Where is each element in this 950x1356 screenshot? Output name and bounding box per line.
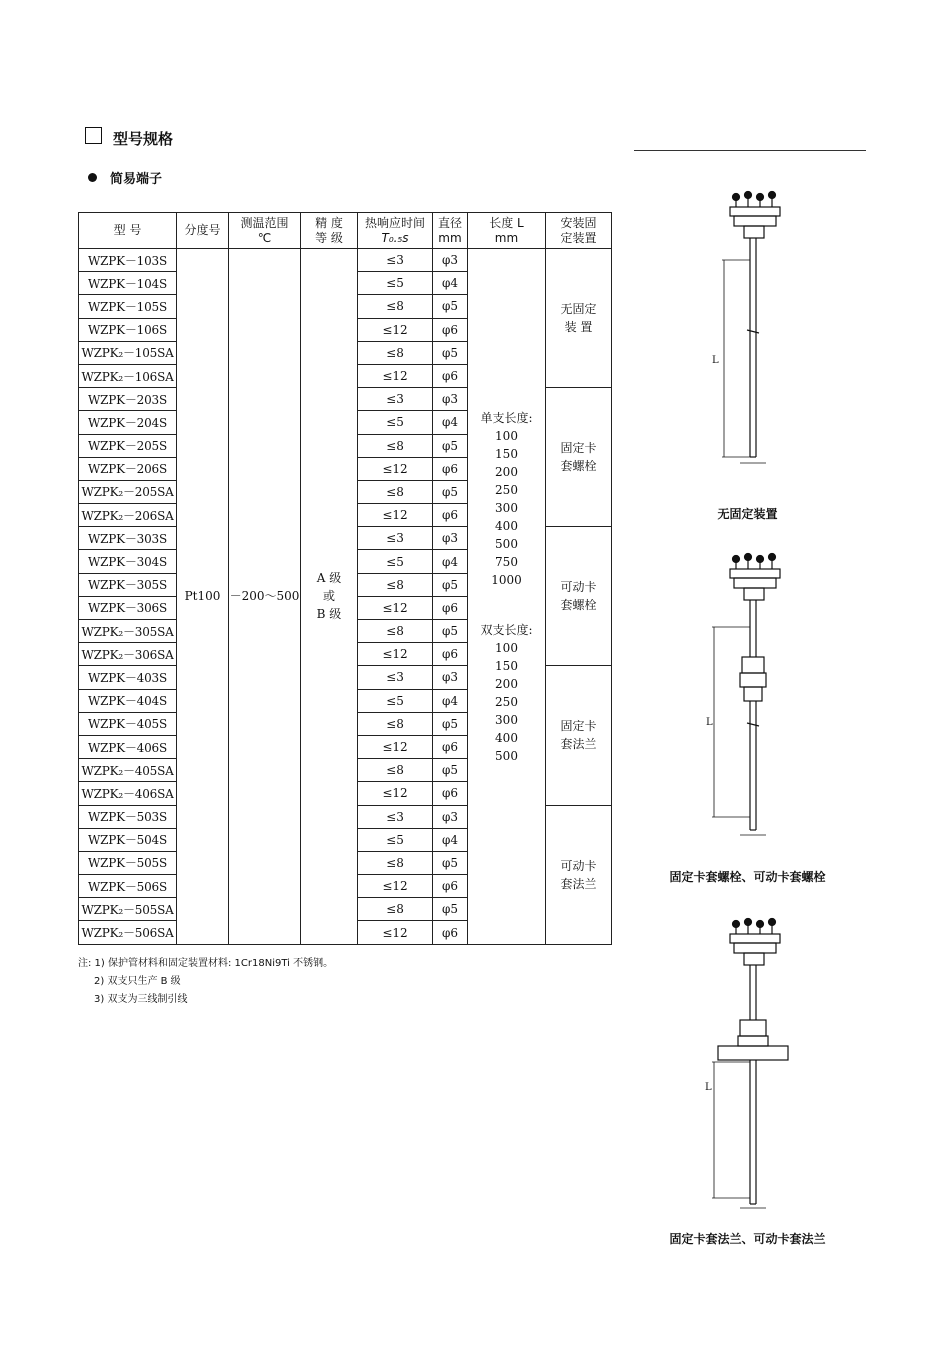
accuracy-line: 或 bbox=[322, 589, 335, 604]
cell-diameter: φ4 bbox=[433, 550, 468, 573]
accuracy-line: A 级 bbox=[316, 571, 342, 586]
cell-division: Pt100 bbox=[177, 249, 229, 945]
cell-diameter: φ5 bbox=[433, 712, 468, 735]
cell-diameter: φ3 bbox=[433, 666, 468, 689]
cell-response: ≤12 bbox=[358, 643, 433, 666]
cell-diameter: φ6 bbox=[433, 596, 468, 619]
cell-model: WZPK－205S bbox=[79, 434, 177, 457]
cell-response: ≤12 bbox=[358, 921, 433, 944]
note-3: 3) 双支为三线制引线 bbox=[94, 994, 188, 1005]
cell-model: WZPK－403S bbox=[79, 666, 177, 689]
cell-diameter: φ3 bbox=[433, 388, 468, 411]
cell-response: ≤8 bbox=[358, 480, 433, 503]
cell-response: ≤5 bbox=[358, 828, 433, 851]
cell-diameter: φ3 bbox=[433, 805, 468, 828]
cell-mounting bbox=[546, 388, 612, 527]
cell-diameter: φ6 bbox=[433, 921, 468, 944]
length-single-value: 200 bbox=[495, 465, 518, 479]
mounting-line: 可动卡 bbox=[560, 858, 597, 873]
fig2-dim-label: L bbox=[706, 717, 713, 728]
spec-table bbox=[78, 212, 612, 945]
cell-model: WZPK₂－305SA bbox=[79, 620, 177, 643]
cell-response: ≤5 bbox=[358, 550, 433, 573]
cell-model: WZPK－405S bbox=[79, 712, 177, 735]
cell-response: ≤3 bbox=[358, 527, 433, 550]
header-rule bbox=[634, 150, 866, 151]
cell-diameter: φ6 bbox=[433, 643, 468, 666]
length-single-value: 150 bbox=[495, 447, 518, 461]
cell-response: ≤12 bbox=[358, 318, 433, 341]
cell-model: WZPK₂－205SA bbox=[79, 480, 177, 503]
mounting-line: 固定卡 bbox=[560, 441, 597, 456]
cell-range: －200～500 bbox=[229, 249, 301, 945]
table-header-row bbox=[79, 213, 612, 249]
fig1-dim-label: L bbox=[712, 355, 719, 366]
cell-model: WZPK－206S bbox=[79, 457, 177, 480]
cell-diameter: φ6 bbox=[433, 504, 468, 527]
cell-response: ≤8 bbox=[358, 295, 433, 318]
mounting-line: 套法兰 bbox=[560, 737, 597, 752]
cell-model: WZPK－105S bbox=[79, 295, 177, 318]
cell-diameter: φ5 bbox=[433, 341, 468, 364]
header-range: 测温范围 ℃ bbox=[229, 213, 301, 249]
cell-model: WZPK－104S bbox=[79, 272, 177, 295]
length-double-value: 300 bbox=[495, 713, 518, 727]
cell-diameter: φ5 bbox=[433, 759, 468, 782]
mounting-line: 套螺栓 bbox=[560, 459, 597, 474]
cell-model: WZPK₂－506SA bbox=[79, 921, 177, 944]
header-division: 分度号 bbox=[177, 213, 229, 249]
cell-response: ≤8 bbox=[358, 898, 433, 921]
cell-model: WZPK－505S bbox=[79, 851, 177, 874]
cell-response: ≤5 bbox=[358, 689, 433, 712]
length-single-value: 1000 bbox=[491, 573, 522, 587]
section-checkbox-icon bbox=[85, 127, 102, 144]
fig3-dim-label: L bbox=[705, 1082, 712, 1093]
length-single-value: 500 bbox=[495, 537, 518, 551]
figure-2-caption: 固定卡套螺栓、可动卡套螺栓 bbox=[669, 870, 826, 884]
cell-response: ≤3 bbox=[358, 388, 433, 411]
cell-response: ≤12 bbox=[358, 782, 433, 805]
length-single-value: 300 bbox=[495, 501, 518, 515]
accuracy-line: B 级 bbox=[316, 607, 342, 622]
header-model: 型 号 bbox=[79, 213, 177, 249]
length-double-value: 150 bbox=[495, 659, 518, 673]
cell-response: ≤3 bbox=[358, 249, 433, 272]
cell-diameter: φ5 bbox=[433, 295, 468, 318]
cell-mounting bbox=[546, 666, 612, 805]
cell-model: WZPK₂－405SA bbox=[79, 759, 177, 782]
length-single-value: 400 bbox=[495, 519, 518, 533]
cell-model: WZPK－305S bbox=[79, 573, 177, 596]
cell-diameter: φ5 bbox=[433, 898, 468, 921]
subsection-title: 简易端子 bbox=[110, 172, 163, 187]
length-double-label: 双支长度: bbox=[480, 623, 533, 637]
cell-diameter: φ6 bbox=[433, 318, 468, 341]
header-mounting: 安装固 定装置 bbox=[546, 213, 612, 249]
cell-response: ≤12 bbox=[358, 735, 433, 758]
mounting-line: 套法兰 bbox=[560, 876, 597, 891]
cell-response: ≤3 bbox=[358, 666, 433, 689]
cell-model: WZPK－303S bbox=[79, 527, 177, 550]
cell-response: ≤8 bbox=[358, 851, 433, 874]
cell-model: WZPK－306S bbox=[79, 596, 177, 619]
cell-model: WZPK₂－505SA bbox=[79, 898, 177, 921]
cell-response: ≤3 bbox=[358, 805, 433, 828]
cell-model: WZPK－503S bbox=[79, 805, 177, 828]
cell-diameter: φ6 bbox=[433, 364, 468, 387]
header-length: 长度 L mm bbox=[468, 213, 546, 249]
mounting-line: 装 置 bbox=[564, 320, 593, 335]
length-single-value: 750 bbox=[495, 555, 518, 569]
cell-diameter: φ3 bbox=[433, 527, 468, 550]
cell-model: WZPK－504S bbox=[79, 828, 177, 851]
cell-model: WZPK－404S bbox=[79, 689, 177, 712]
cell-model: WZPK－203S bbox=[79, 388, 177, 411]
cell-model: WZPK－304S bbox=[79, 550, 177, 573]
cell-response: ≤12 bbox=[358, 364, 433, 387]
cell-diameter: φ5 bbox=[433, 573, 468, 596]
cell-diameter: φ6 bbox=[433, 875, 468, 898]
header-diameter: 直径 mm bbox=[433, 213, 468, 249]
section-title: 型号规格 bbox=[113, 130, 174, 148]
cell-response: ≤8 bbox=[358, 620, 433, 643]
figure-1-caption: 无固定装置 bbox=[717, 507, 778, 521]
figure-ferrule-bolt bbox=[700, 545, 800, 845]
cell-model: WZPK₂－106SA bbox=[79, 364, 177, 387]
cell-diameter: φ6 bbox=[433, 782, 468, 805]
length-double-value: 100 bbox=[495, 641, 518, 655]
cell-response: ≤8 bbox=[358, 434, 433, 457]
bullet-icon bbox=[88, 173, 97, 182]
cell-response: ≤8 bbox=[358, 341, 433, 364]
figure-no-fixing bbox=[700, 185, 800, 485]
header-accuracy: 精 度 等 级 bbox=[301, 213, 358, 249]
cell-response: ≤5 bbox=[358, 272, 433, 295]
cell-response: ≤12 bbox=[358, 457, 433, 480]
cell-response: ≤5 bbox=[358, 411, 433, 434]
cell-model: WZPK₂－105SA bbox=[79, 341, 177, 364]
cell-diameter: φ4 bbox=[433, 272, 468, 295]
cell-diameter: φ6 bbox=[433, 735, 468, 758]
cell-response: ≤8 bbox=[358, 573, 433, 596]
length-double-value: 500 bbox=[495, 749, 518, 763]
length-double-value: 250 bbox=[495, 695, 518, 709]
length-single-label: 单支长度: bbox=[480, 411, 533, 425]
cell-accuracy bbox=[301, 249, 358, 945]
cell-model: WZPK₂－306SA bbox=[79, 643, 177, 666]
length-double-value: 400 bbox=[495, 731, 518, 745]
mounting-line: 固定卡 bbox=[560, 719, 597, 734]
cell-response: ≤12 bbox=[358, 504, 433, 527]
length-double-value: 200 bbox=[495, 677, 518, 691]
cell-response: ≤12 bbox=[358, 596, 433, 619]
cell-model: WZPK－106S bbox=[79, 318, 177, 341]
mounting-line: 可动卡 bbox=[560, 580, 597, 595]
figure-3-caption: 固定卡套法兰、可动卡套法兰 bbox=[669, 1232, 826, 1246]
cell-model: WZPK₂－406SA bbox=[79, 782, 177, 805]
cell-model: WZPK－406S bbox=[79, 735, 177, 758]
cell-diameter: φ5 bbox=[433, 851, 468, 874]
cell-diameter: φ5 bbox=[433, 620, 468, 643]
note-1: 注: 1) 保护管材料和固定装置材料: 1Cr18Ni9Ti 不锈钢。 bbox=[78, 958, 334, 969]
cell-mounting bbox=[546, 805, 612, 944]
cell-diameter: φ5 bbox=[433, 434, 468, 457]
cell-mounting bbox=[546, 527, 612, 666]
table-row bbox=[79, 249, 612, 272]
note-2: 2) 双支只生产 B 级 bbox=[94, 976, 181, 987]
cell-diameter: φ5 bbox=[433, 480, 468, 503]
length-single-value: 250 bbox=[495, 483, 518, 497]
cell-response: ≤8 bbox=[358, 712, 433, 735]
length-single-value: 100 bbox=[495, 429, 518, 443]
cell-diameter: φ4 bbox=[433, 828, 468, 851]
cell-diameter: φ4 bbox=[433, 411, 468, 434]
cell-diameter: φ4 bbox=[433, 689, 468, 712]
cell-model: WZPK₂－206SA bbox=[79, 504, 177, 527]
mounting-line: 无固定 bbox=[560, 302, 597, 317]
cell-model: WZPK－103S bbox=[79, 249, 177, 272]
cell-diameter: φ6 bbox=[433, 457, 468, 480]
cell-diameter: φ3 bbox=[433, 249, 468, 272]
cell-length bbox=[468, 249, 546, 945]
notes bbox=[78, 955, 333, 1009]
header-response: 热响应时间 T₀.₅s bbox=[358, 213, 433, 249]
cell-model: WZPK－204S bbox=[79, 411, 177, 434]
cell-response: ≤8 bbox=[358, 759, 433, 782]
cell-response: ≤12 bbox=[358, 875, 433, 898]
figure-ferrule-flange bbox=[700, 912, 800, 1212]
cell-model: WZPK－506S bbox=[79, 875, 177, 898]
cell-mounting bbox=[546, 249, 612, 388]
mounting-line: 套螺栓 bbox=[560, 598, 597, 613]
